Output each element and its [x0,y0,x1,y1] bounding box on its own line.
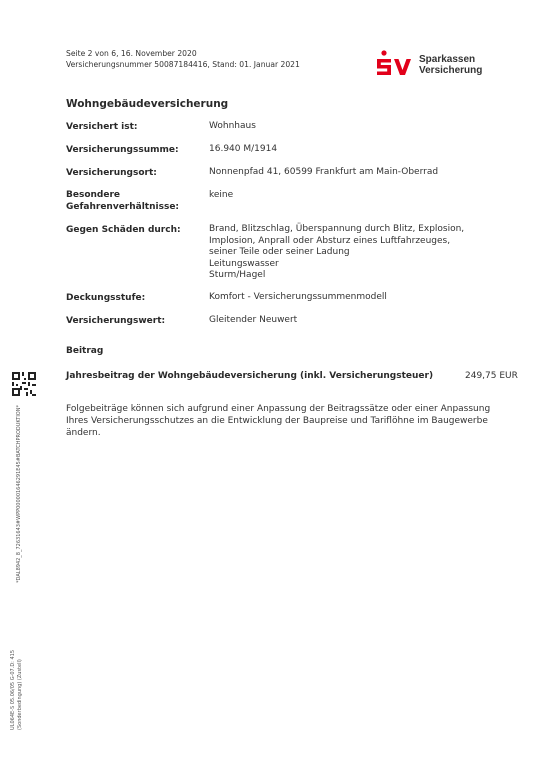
page-header-meta [66,48,300,70]
row-label-special-hazards: Besondere Gefahrenverhältnisse: [66,190,180,212]
annual-premium-label: Jahresbeitrag der Wohngebäudeversicherung (inkl. Versicherungsteuer) [66,371,434,381]
document-title: Wohngebäudeversicherung [66,98,229,110]
vertical-barcode-text [16,405,26,630]
qr-code-icon [12,372,36,396]
policy-number-line: Versicherungsnummer 50087184416, Stand: 01. Januar 2021 [66,60,300,69]
form-code-line-2: (Sonderbedingung) (Zustell) [17,659,23,730]
sparkasse-s-icon [374,50,416,78]
row-label-insured-value: Versicherungswert: [66,316,166,326]
page-info: Seite 2 von 6, 16. November 2020 [66,49,197,58]
logo-text [419,54,482,76]
row-value-damage-types: Brand, Blitzschlag, Überspannung durch Blitz, Explosion, Implosion, Anprall oder Absturz eines Luftfahrzeuges, seiner Teile oder seiner Ladung Leitungswasser Sturm/Hagel [209,224,465,280]
barcode-string: *DAL8942_8_72631643#WPP000001646291E45#BATCHPRODUKTION* [16,405,22,583]
row-value-location: Nonnenpfad 41, 60599 Frankfurt am Main-Oberrad [209,167,439,177]
logo-line-1: Sparkassen [419,54,476,65]
form-code-text [10,650,24,730]
row-label-damage-types: Gegen Schäden durch: [66,225,181,235]
row-value-insured-object: Wohnhaus [209,121,256,131]
logo-line-2: Versicherung [419,65,483,76]
row-label-coverage-level: Deckungsstufe: [66,293,146,303]
row-label-location: Versicherungsort: [66,168,157,178]
row-value-sum-insured: 16.940 M/1914 [209,144,278,154]
row-value-special-hazards: keine [209,190,234,200]
premium-section-heading: Beitrag [66,346,104,356]
form-code-line-1: UL064E-S 05.06/05 G-07.D: 415 [10,650,16,730]
row-value-coverage-level: Komfort - Versicherungssummenmodell [209,292,387,302]
row-label-insured-object: Versichert ist: [66,122,138,132]
row-label-sum-insured: Versicherungssumme: [66,145,179,155]
premium-adjustment-note: Folgebeiträge können sich aufgrund einer Anpassung der Beitragssätze oder einer Anpassung Ihres Versicherungsschutzes an die Entwicklung der Baupreise und Tariflöhne im Baugewerbe ändern. [66,404,491,438]
vertical-form-code [10,650,30,745]
annual-premium-value: 249,75 EUR [465,371,518,381]
sparkassen-versicherung-logo [374,50,514,80]
row-value-insured-value: Gleitender Neuwert [209,315,298,325]
